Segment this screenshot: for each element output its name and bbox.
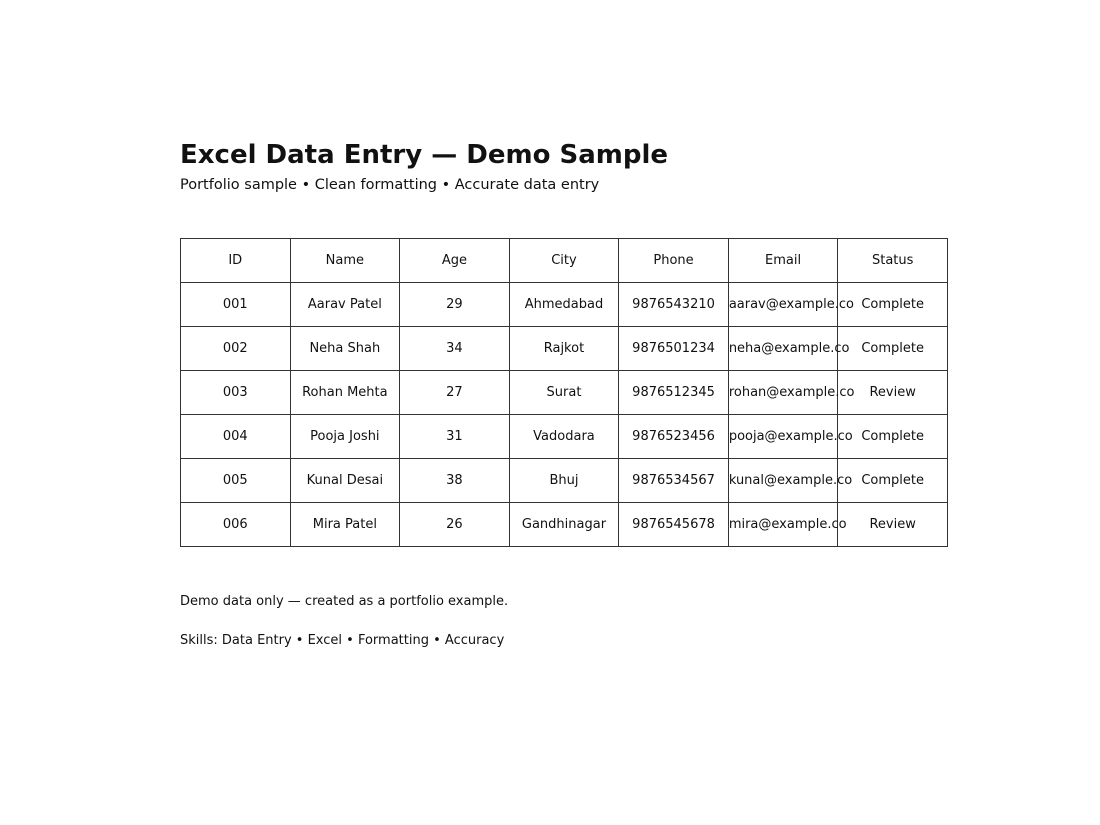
table-header-row [181, 239, 948, 283]
cell-age[interactable]: 38 [400, 459, 510, 503]
cell-status[interactable]: Review [838, 371, 948, 415]
column-header-phone: Phone [619, 239, 729, 283]
column-header-name: Name [290, 239, 400, 283]
cell-id[interactable]: 003 [181, 371, 291, 415]
page-title: Excel Data Entry — Demo Sample [180, 140, 669, 170]
cell-name[interactable]: Mira Patel [290, 503, 400, 547]
table-row [181, 415, 948, 459]
cell-status[interactable]: Review [838, 503, 948, 547]
cell-email[interactable]: mira@example.co [728, 503, 838, 547]
cell-phone[interactable]: 9876501234 [619, 327, 729, 371]
cell-age[interactable]: 26 [400, 503, 510, 547]
table-row [181, 283, 948, 327]
cell-city[interactable]: Vadodara [509, 415, 619, 459]
cell-phone[interactable]: 9876545678 [619, 503, 729, 547]
cell-id[interactable]: 001 [181, 283, 291, 327]
cell-id[interactable]: 004 [181, 415, 291, 459]
table-row [181, 459, 948, 503]
column-header-status: Status [838, 239, 948, 283]
cell-age[interactable]: 31 [400, 415, 510, 459]
cell-age[interactable]: 34 [400, 327, 510, 371]
cell-email[interactable]: aarav@example.co [728, 283, 838, 327]
skills-line: Skills: Data Entry • Excel • Formatting • Accuracy [180, 633, 505, 648]
cell-phone[interactable]: 9876534567 [619, 459, 729, 503]
page-subtitle: Portfolio sample • Clean formatting • Accurate data entry [180, 177, 600, 193]
cell-phone[interactable]: 9876512345 [619, 371, 729, 415]
cell-id[interactable]: 005 [181, 459, 291, 503]
cell-age[interactable]: 29 [400, 283, 510, 327]
column-header-age: Age [400, 239, 510, 283]
cell-id[interactable]: 002 [181, 327, 291, 371]
cell-email[interactable]: kunal@example.co [728, 459, 838, 503]
cell-name[interactable]: Rohan Mehta [290, 371, 400, 415]
table-row [181, 327, 948, 371]
table-row [181, 371, 948, 415]
cell-email[interactable]: neha@example.co [728, 327, 838, 371]
cell-name[interactable]: Neha Shah [290, 327, 400, 371]
cell-name[interactable]: Aarav Patel [290, 283, 400, 327]
column-header-city: City [509, 239, 619, 283]
demo-disclaimer: Demo data only — created as a portfolio example. [180, 594, 509, 609]
cell-city[interactable]: Bhuj [509, 459, 619, 503]
data-table [180, 238, 948, 547]
cell-city[interactable]: Ahmedabad [509, 283, 619, 327]
cell-id[interactable]: 006 [181, 503, 291, 547]
cell-email[interactable]: pooja@example.co [728, 415, 838, 459]
column-header-email: Email [728, 239, 838, 283]
cell-status[interactable]: Complete [838, 283, 948, 327]
cell-city[interactable]: Gandhinagar [509, 503, 619, 547]
table-row [181, 503, 948, 547]
cell-city[interactable]: Rajkot [509, 327, 619, 371]
cell-status[interactable]: Complete [838, 327, 948, 371]
cell-email[interactable]: rohan@example.co [728, 371, 838, 415]
cell-status[interactable]: Complete [838, 415, 948, 459]
cell-name[interactable]: Kunal Desai [290, 459, 400, 503]
column-header-id: ID [181, 239, 291, 283]
cell-name[interactable]: Pooja Joshi [290, 415, 400, 459]
cell-status[interactable]: Complete [838, 459, 948, 503]
cell-city[interactable]: Surat [509, 371, 619, 415]
cell-phone[interactable]: 9876523456 [619, 415, 729, 459]
cell-age[interactable]: 27 [400, 371, 510, 415]
cell-phone[interactable]: 9876543210 [619, 283, 729, 327]
